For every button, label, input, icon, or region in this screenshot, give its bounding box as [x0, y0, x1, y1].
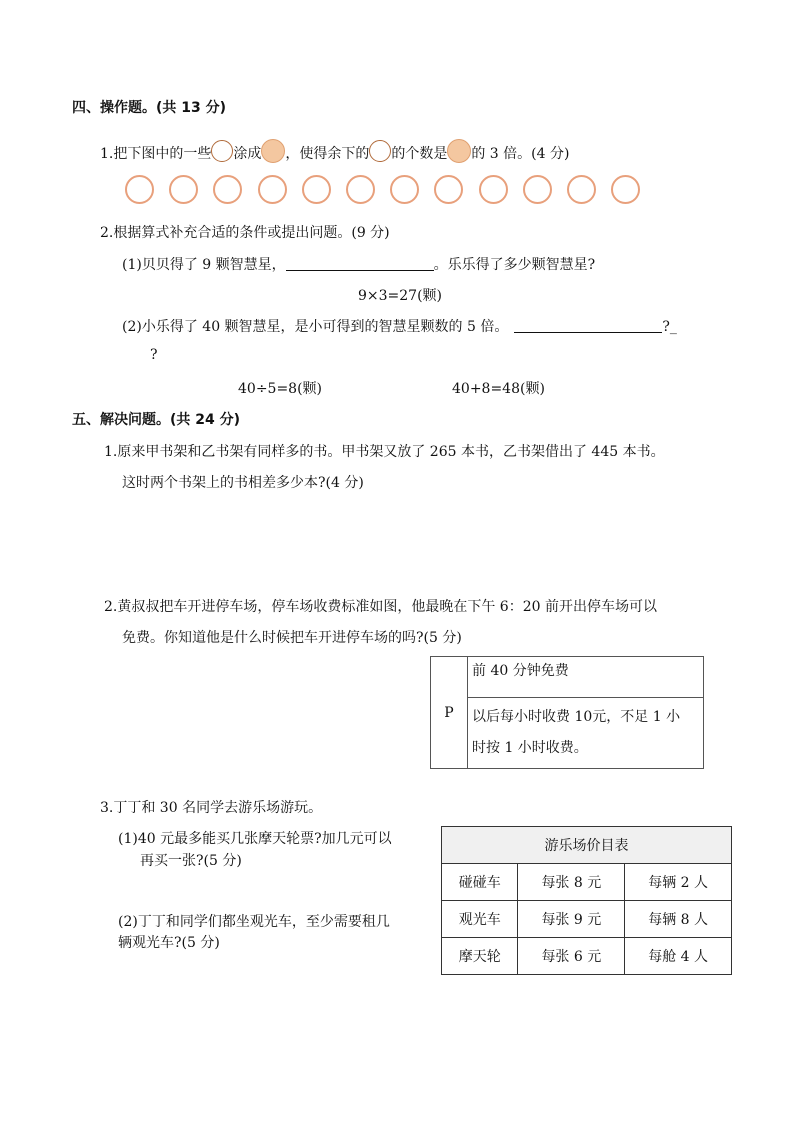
q1-part3: ，使得余下的 — [285, 146, 370, 162]
parking-rule-2 — [468, 698, 704, 769]
s5-q2-line1: 2.黄叔叔把车开进停车场，停车场收费标准如图，他最晚在下午 6：20 前开出停车场可以 — [104, 599, 657, 615]
q2-title: 2.根据算式补充合适的条件或提出问题。(9 分) — [100, 225, 390, 241]
table-cell: 每张 9 元 — [518, 901, 625, 938]
equation-1: 9×3=27(颗) — [358, 288, 443, 304]
answer-blank[interactable] — [514, 318, 662, 333]
parking-sign-letter: P — [431, 657, 468, 769]
table-row — [442, 938, 732, 975]
section4-title: 四、操作题。(共 13 分) — [72, 100, 227, 116]
q2-sub2-cont: ? — [150, 347, 158, 363]
table-cell: 每舱 4 人 — [625, 938, 732, 975]
s5-q1-line1: 1.原来甲书架和乙书架有同样多的书。甲书架又放了 265 本书，乙书架借出了 445 本书。 — [104, 444, 665, 460]
parking-rule-2-line2: 时按 1 小时收费。 — [472, 740, 588, 756]
s5-q3-sub2-line1: (2)丁丁和同学们都坐观光车，至少需要租几 — [118, 914, 390, 930]
table-cell: 每张 6 元 — [518, 938, 625, 975]
q1-part2: 涂成 — [233, 146, 262, 162]
equation-3: 40+8=48(颗) — [452, 381, 545, 397]
circle-icon[interactable] — [258, 175, 287, 204]
equation-2: 40÷5=8(颗) — [238, 381, 323, 397]
q2-sub1 — [122, 254, 595, 274]
filled-circle-icon — [261, 139, 285, 163]
circle-icon[interactable] — [302, 175, 331, 204]
s5-q3-sub1-line2: 再买一张?(5 分) — [140, 853, 242, 869]
s5-q3-sub2-line2: 辆观光车?(5 分) — [118, 935, 220, 951]
q1-text — [100, 139, 569, 163]
parking-rule-1: 前 40 分钟免费 — [468, 657, 704, 698]
circle-icon[interactable] — [169, 175, 198, 204]
s5-q3-sub1-line1: (1)40 元最多能买几张摩天轮票?加几元可以 — [118, 831, 392, 847]
circle-icon[interactable] — [567, 175, 596, 204]
s5-q2-line2: 免费。你知道他是什么时候把车开进停车场的吗?(5 分) — [122, 630, 462, 646]
empty-circle-icon — [211, 140, 233, 162]
table-row — [442, 901, 732, 938]
circle-icon[interactable] — [213, 175, 242, 204]
circle-icon[interactable] — [390, 175, 419, 204]
parking-fee-sign — [430, 656, 704, 769]
parking-rule-2-line1: 以后每小时收费 10元，不足 1 小 — [472, 709, 681, 725]
q1-part4: 的个数是 — [391, 146, 448, 162]
table-cell: 摩天轮 — [442, 938, 518, 975]
circle-icon[interactable] — [125, 175, 154, 204]
circle-icon[interactable] — [346, 175, 375, 204]
q2-sub2-pre: (2)小乐得了 40 颗智慧星，是小可得到的智慧星颗数的 5 倍。 — [122, 319, 509, 335]
circle-icon[interactable] — [523, 175, 552, 204]
table-cell: 每张 8 元 — [518, 864, 625, 901]
s5-q1-line2: 这时两个书架上的书相差多少本?(4 分) — [122, 475, 364, 491]
table-cell: 每辆 8 人 — [625, 901, 732, 938]
section5-title: 五、解决问题。(共 24 分) — [72, 412, 241, 428]
q2-sub1-pre: (1)贝贝得了 9 颗智慧星， — [122, 257, 286, 273]
q1-part1: 1.把下图中的一些 — [100, 146, 212, 162]
answer-blank[interactable] — [286, 256, 434, 271]
table-row — [442, 864, 732, 901]
empty-circle-icon — [369, 140, 391, 162]
q2-sub2 — [122, 316, 677, 336]
table-cell: 观光车 — [442, 901, 518, 938]
circle-icon[interactable] — [434, 175, 463, 204]
s5-q3-title: 3.丁丁和 30 名同学去游乐场游玩。 — [100, 800, 323, 816]
price-table-title: 游乐场价目表 — [442, 827, 732, 864]
circle-icon[interactable] — [479, 175, 508, 204]
q1-part5: 的 3 倍。(4 分) — [471, 146, 570, 162]
table-cell: 每辆 2 人 — [625, 864, 732, 901]
q2-sub2-post: ?_ — [662, 319, 677, 335]
price-table — [441, 826, 732, 975]
filled-circle-icon — [447, 139, 471, 163]
table-cell: 碰碰车 — [442, 864, 518, 901]
circle-icon[interactable] — [611, 175, 640, 204]
q2-sub1-post: 。乐乐得了多少颗智慧星? — [433, 257, 596, 273]
